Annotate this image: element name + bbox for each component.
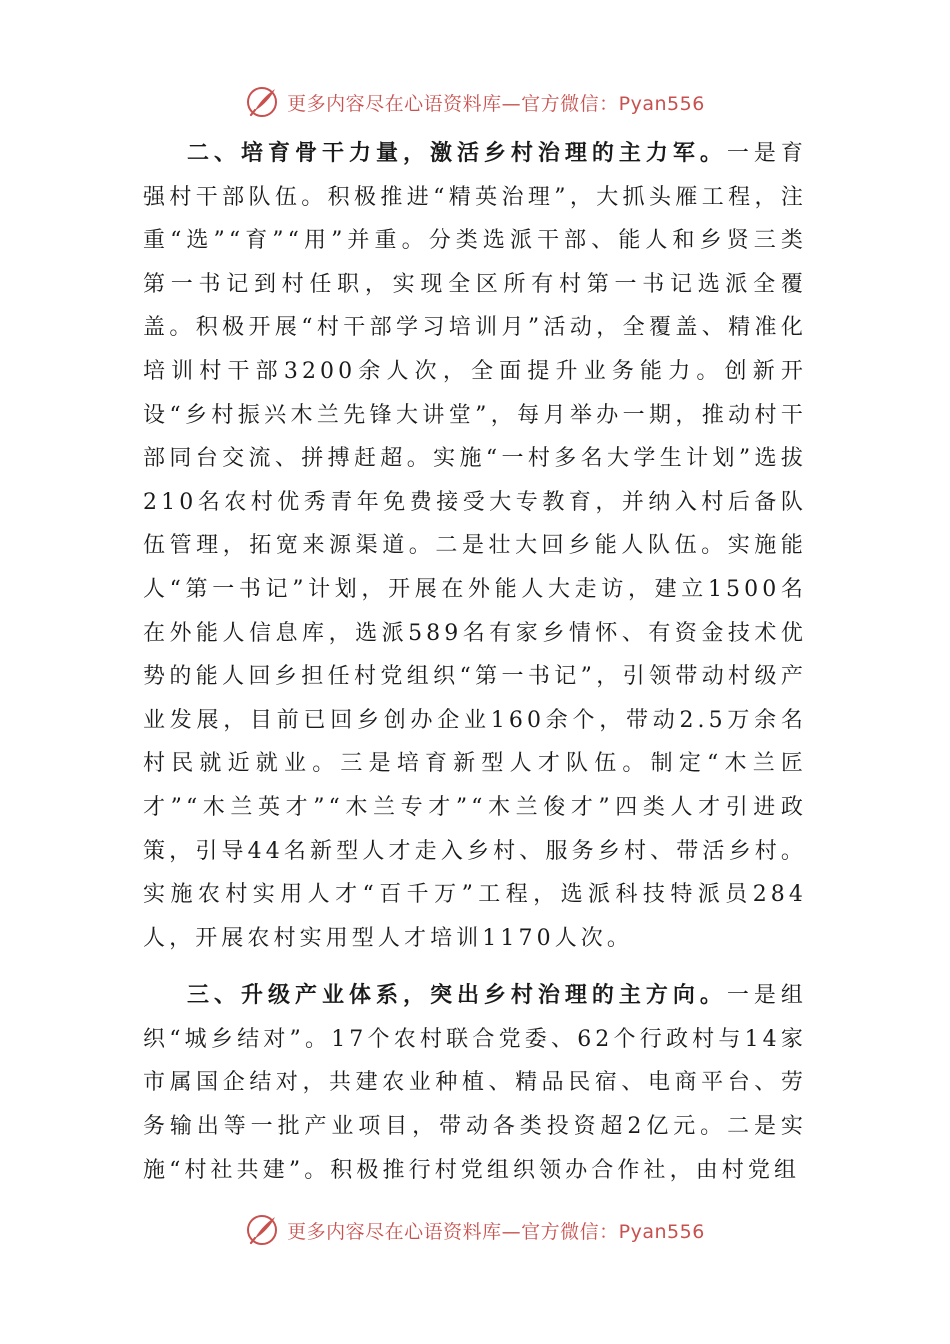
paragraph-section-2 [143,132,807,960]
quill-pen-logo-icon [245,1213,279,1247]
paragraph-text: 一是育强村干部队伍。积极推进“精英治理”，大抓头雁工程，注重“选”“育”“用”并重。分类选派干部、能人和乡贤三类第一书记到村任职，实现全区所有村第一书记选派全覆盖。积极开展“村干部学习培训月”活动，全覆盖、精准化培训村干部3200余人次，全面提升业务能力。创新开设“乡村振兴木兰先锋大讲堂”，每月举办一期，推动村干部同台交流、拼搏赶超。实施“一村多名大学生计划”选拔210名农村优秀青年免费接受大专教育，并纳入村后备队伍管理，拓宽来源渠道。二是壮大回乡能人队伍。实施能人“第一书记”计划，开展在外能人大走访，建立1500名在外能人信息库，选派589名有家乡情怀、有资金技术优势的能人回乡担任村党组织“第一书记”，引领带动村级产业发展，目前已回乡创办企业160余个，带动2.5万余名村民就近就业。三是培育新型人才队伍。制定“木兰匠才”“木兰英才”“木兰专才”“木兰俊才”四类人才引进政策，引导44名新型人才走入乡村、服务乡村、带活乡村。实施农村实用人才“百千万”工程，选派科技特派员284人，开展农村实用型人才培训1170人次。 [143,141,807,951]
watermark-text: 更多内容尽在心语资料库—官方微信：Pyan556 [287,92,705,115]
watermark-text: 更多内容尽在心语资料库—官方微信：Pyan556 [287,1220,705,1243]
paragraph-section-3 [143,974,807,1192]
header-watermark [0,82,950,122]
paragraph-text: 一是组织“城乡结对”。17个农村联合党委、62个行政村与14家市属国企结对，共建农业种植、精品民宿、电商平台、劳务输出等一批产业项目，带动各类投资超2亿元。二是实施“村社共建”。积极推行村党组织领办合作社，由村党组 [143,983,807,1183]
quill-pen-logo-icon [245,85,279,119]
paragraph-heading: 三、升级产业体系，突出乡村治理的主方向。 [187,982,727,1009]
paragraph-heading: 二、培育骨干力量，激活乡村治理的主力军。 [187,140,727,166]
document-body [143,132,807,1192]
footer-watermark [0,1210,950,1250]
